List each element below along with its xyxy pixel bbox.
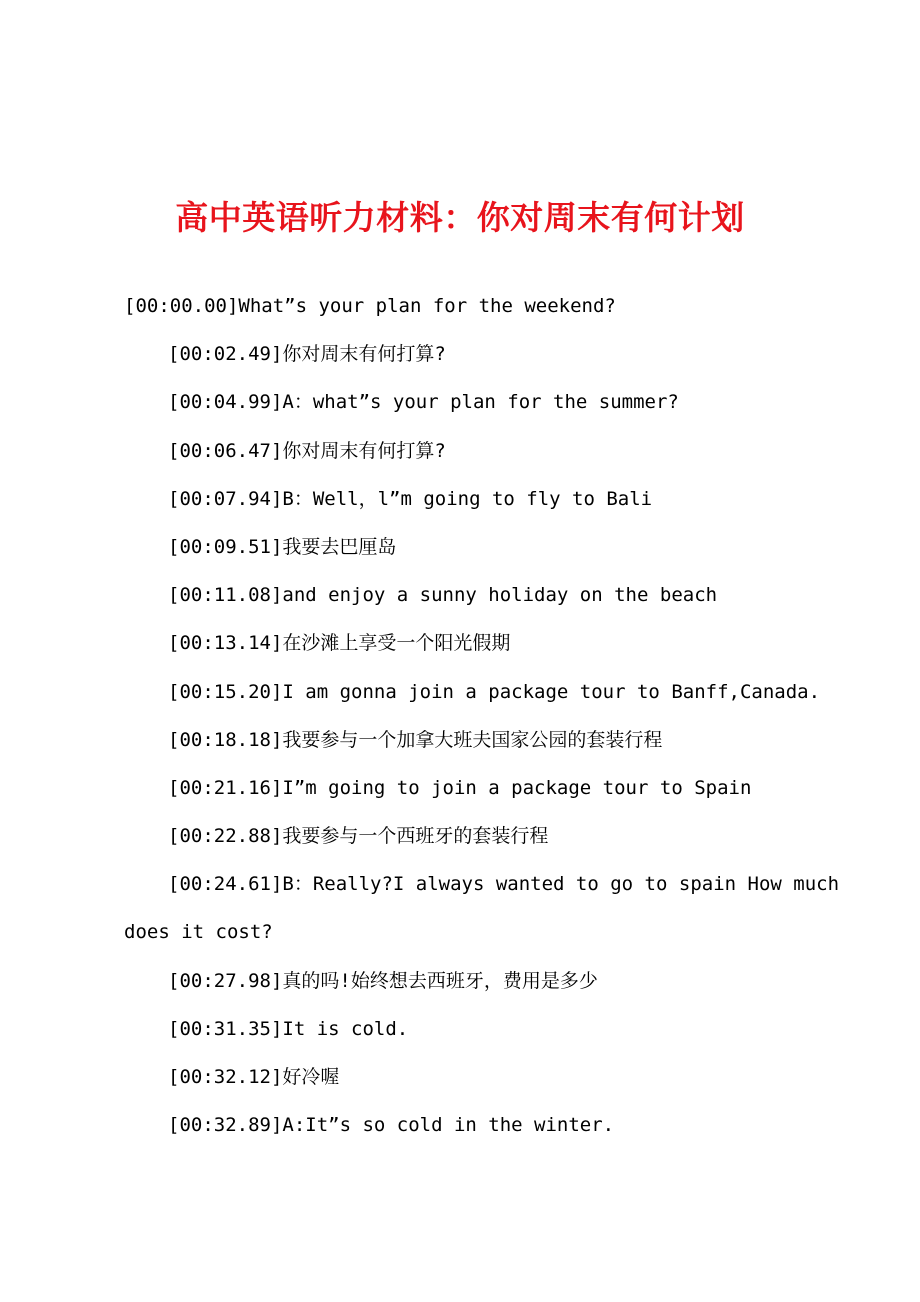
transcript-line: [00:31.35]It is cold. [168, 1017, 409, 1040]
transcript-line: [00:15.20]I am gonna join a package tour to Banff,Canada. [168, 680, 821, 703]
transcript-line: [00:18.18]我要参与一个加拿大班夫国家公园的套装行程 [168, 728, 663, 751]
transcript-line: [00:11.08]and enjoy a sunny holiday on the beach [168, 584, 718, 607]
document-title: 高中英语听力材料：你对周末有何计划 [175, 198, 745, 237]
transcript-line: [00:04.99]A：what”s your plan for the summer? [168, 391, 679, 414]
transcript-line: [00:09.51]我要去巴厘岛 [168, 535, 397, 558]
transcript-line: [00:24.61]B：Really?I always wanted to go to spain How much [168, 873, 840, 896]
transcript-line: [00:02.49]你对周末有何打算? [168, 343, 446, 366]
transcript-line: [00:07.94]B：Well，l”m going to fly to Bali [168, 487, 653, 510]
transcript-line: [00:32.12]好冷喔 [168, 1066, 340, 1088]
transcript-line: [00:00.00]What”s your plan for the weekend? [124, 295, 616, 317]
transcript-line-continuation: does it cost? [124, 921, 273, 944]
transcript-line: [00:21.16]I”m going to join a package tour to Spain [168, 776, 752, 799]
transcript [124, 282, 840, 1149]
transcript-line: [00:06.47]你对周末有何打算? [168, 439, 446, 462]
transcript-line: [00:22.88]我要参与一个西班牙的套装行程 [168, 825, 549, 848]
transcript-line: [00:27.98]真的吗!始终想去西班牙，费用是多少 [168, 969, 598, 992]
transcript-line: [00:32.89]A:It”s so cold in the winter. [168, 1114, 615, 1137]
transcript-line: [00:13.14]在沙滩上享受一个阳光假期 [168, 632, 511, 655]
